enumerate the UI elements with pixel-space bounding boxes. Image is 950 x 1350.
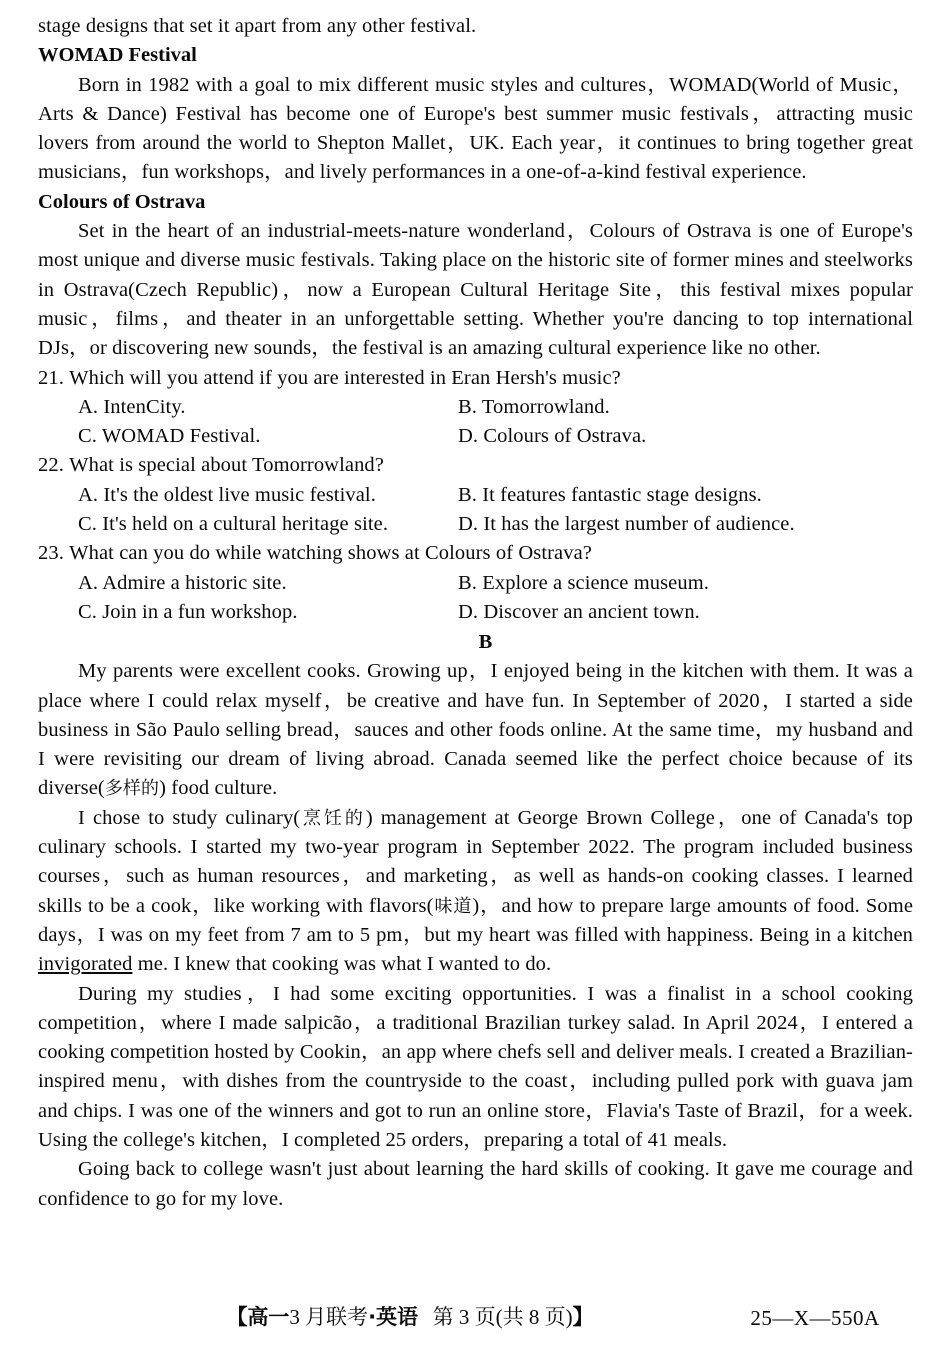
question-23-options-row-1 — [38, 569, 913, 598]
passage-b-paragraph-3: During my studies，I had some exciting opportunities. I was a finalist in a school cooking competition，where I made salpicão，a traditional Brazilian turkey salad. In April 2024，I entered a cooking competition hosted by Cookin，an app where chefs sell and deliver meals. I created a Brazilian-inspired menu，with dishes from the countryside to the coast，including pulled pork with guava jam and chips. I was one of the winners and got to run an online store，Flavia's Taste of Brazil，for a week. Using the college's kitchen，I completed 25 orders，preparing a total of 41 meals. — [38, 982, 913, 1151]
footer-subject: 英语 — [376, 1305, 419, 1329]
question-22-options-row-2 — [38, 510, 913, 539]
passage-b-paragraph-1: My parents were excellent cooks. Growing up，I enjoyed being in the kitchen with them. It was a place where I could relax myself，be creative and have fun. In September of 2020，I started a side business in São Paulo selling bread，sauces and other foods online. At the same time，my husband and I were revisiting our dream of living abroad. Canada seemed like the perfect choice because of its diverse(多样的) food culture. — [38, 660, 913, 800]
continued-paragraph-line: stage designs that set it apart from any other festival. — [38, 15, 477, 37]
question-21-option-a[interactable]: A. IntenCity. — [78, 395, 186, 418]
question-22-stem — [38, 451, 913, 480]
page-footer — [0, 1302, 950, 1342]
chinese-gloss: 烹饪的 — [300, 807, 366, 829]
question-21 — [38, 364, 913, 452]
question-21-text: Which will you attend if you are interested in Eran Hersh's music? — [69, 366, 621, 389]
question-21-options-row-2 — [38, 422, 913, 451]
question-23-options-row-2 — [38, 598, 913, 627]
footer-dot: · — [368, 1305, 377, 1329]
question-21-stem — [38, 364, 913, 393]
question-23-option-a[interactable]: A. Admire a historic site. — [78, 571, 287, 594]
question-21-number: 21. — [38, 366, 64, 389]
footer-bracket-open: 【 — [226, 1305, 248, 1329]
question-21-option-c[interactable]: C. WOMAD Festival. — [78, 425, 261, 448]
question-22-number: 22. — [38, 454, 64, 477]
paragraph-colours-of-ostrava: Set in the heart of an industrial-meets-nature wonderland，Colours of Ostrava is one of Europe's most unique and diverse music festivals. Taking place on the historic site of former mines and steelworks in Ostrava(Czech Republic)，now a European Cultural Heritage Site，this festival mixes popular music，films，and theater in an unforgettable setting. Whether you're dancing to top international DJs，or discovering new sounds，the festival is an amazing cultural experience like no other. — [38, 220, 913, 360]
question-23-option-c[interactable]: C. Join in a fun workshop. — [78, 600, 298, 623]
question-23-stem — [38, 539, 913, 568]
question-22 — [38, 451, 913, 539]
question-23-option-b[interactable]: B. Explore a science museum. — [458, 571, 710, 594]
section-letter-b: B — [478, 631, 493, 654]
subheading-colours-of-ostrava: Colours of Ostrava — [38, 190, 206, 213]
page-body-column — [38, 12, 913, 1214]
chinese-gloss: 味道 — [433, 895, 473, 917]
footer-grade: 高一 — [247, 1305, 290, 1329]
chinese-gloss: 多样的 — [104, 778, 160, 800]
passage-b-paragraph-4: Going back to college wasn't just about learning the hard skills of cooking. It gave me courage and confidence to go for my love. — [38, 1158, 913, 1210]
underlined-vocabulary-word: invigorated — [38, 953, 133, 976]
question-21-option-d[interactable]: D. Colours of Ostrava. — [458, 425, 647, 448]
subheading-womad-festival: WOMAD Festival — [38, 44, 197, 67]
question-21-options-row-1 — [38, 393, 913, 422]
question-23-option-d[interactable]: D. Discover an ancient town. — [458, 600, 700, 623]
footer-month: 3 月联考 — [289, 1305, 369, 1329]
question-22-option-b[interactable]: B. It features fantastic stage designs. — [458, 483, 762, 506]
question-23-text: What can you do while watching shows at Colours of Ostrava? — [69, 542, 593, 565]
question-21-option-b[interactable]: B. Tomorrowland. — [458, 395, 610, 418]
question-23-number: 23. — [38, 542, 64, 565]
question-22-options-row-1 — [38, 481, 913, 510]
question-22-option-a[interactable]: A. It's the oldest live music festival. — [78, 483, 376, 506]
paragraph-womad-festival: Born in 1982 with a goal to mix different music styles and cultures，WOMAD(World of Music，Arts & Dance) Festival has become one of Europe's best summer music festivals，attracting music lovers from around the world to Shepton Mallet，UK. Each year，it continues to bring together great musicians，fun workshops，and lively performances in a one-of-a-kind festival experience. — [38, 73, 913, 184]
footer-exam-title — [130, 1302, 690, 1332]
question-22-text: What is special about Tomorrowland? — [69, 454, 384, 477]
footer-page-number: 第 3 页(共 8 页) — [432, 1305, 573, 1329]
passage-b-paragraph-2: I chose to study culinary(烹饪的) management at George Brown College，one of Canada's top culinary schools. I started my two-year program in September 2022. The program included business courses，such as human resources，and marketing，as well as hands-on cooking classes. I learned skills to be a cook，like working with flavors(味道)，and how to prepare large amounts of food. Some days，I was on my feet from 7 am to 5 pm，but my heart was filled with happiness. Being in a kitchen invigorated me. I knew that cooking was what I wanted to do. — [38, 806, 914, 976]
question-22-option-c[interactable]: C. It's held on a cultural heritage site. — [78, 513, 389, 536]
footer-paper-code: 25—X—550A — [750, 1306, 880, 1330]
question-23 — [38, 539, 913, 627]
footer-bracket-close: 】 — [572, 1305, 594, 1329]
question-22-option-d[interactable]: D. It has the largest number of audience. — [458, 513, 795, 536]
